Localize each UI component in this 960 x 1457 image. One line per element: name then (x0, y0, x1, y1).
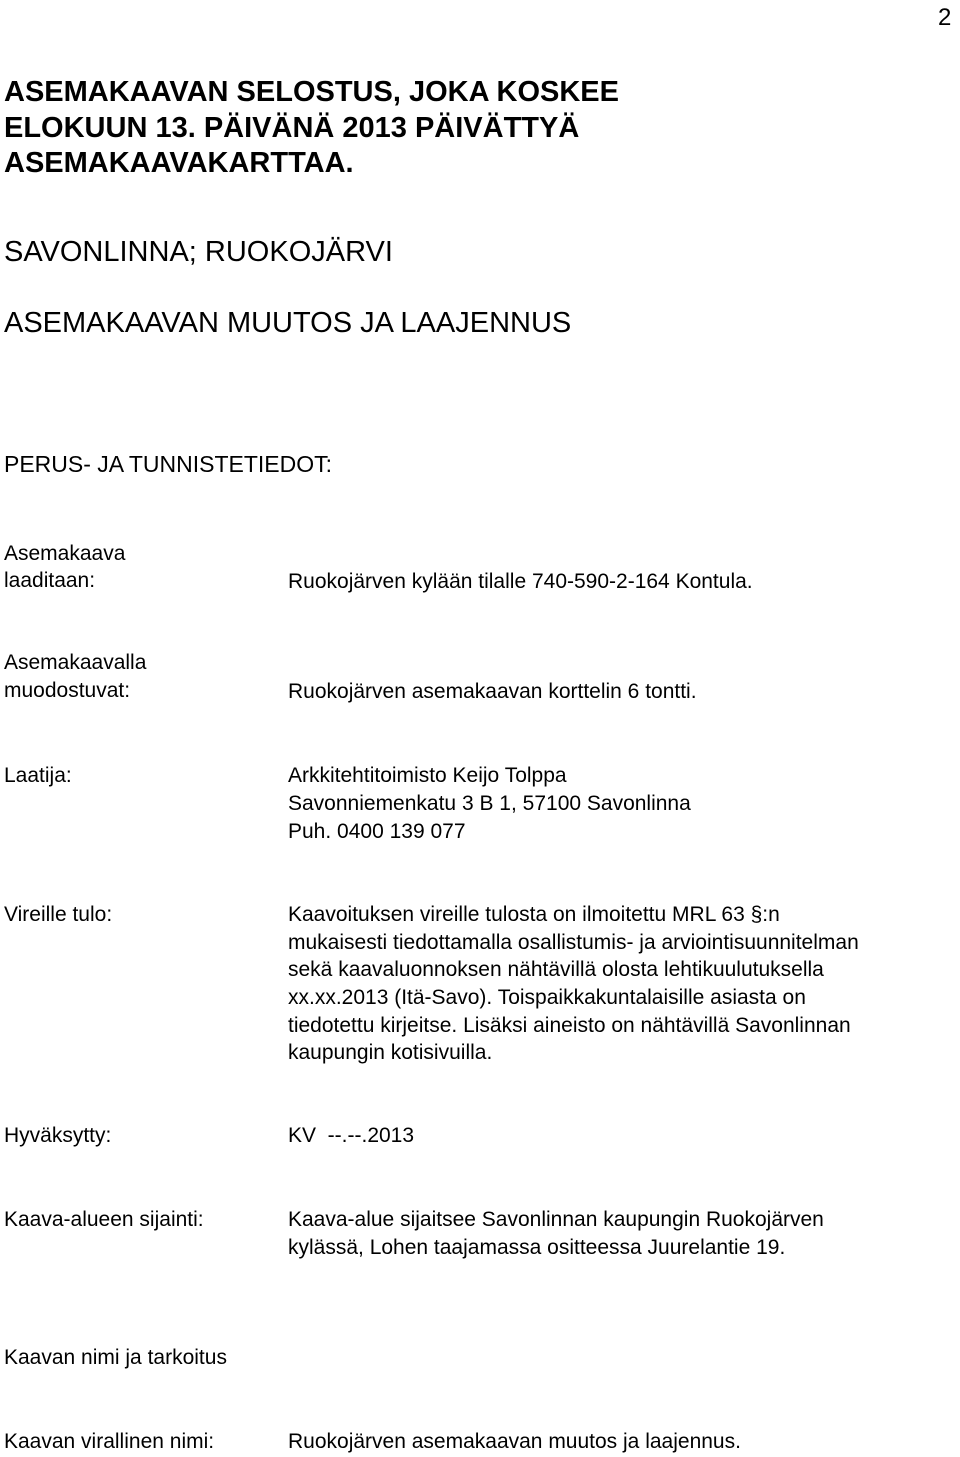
vireille-line-1: Kaavoituksen vireille tulosta on ilmoitettu MRL 63 §:n (288, 903, 780, 926)
sijainti-line-1: Kaava-alue sijaitsee Savonlinnan kaupungin Ruokojärven (288, 1208, 824, 1231)
laaditaan-label-line-1: Asemakaava (4, 542, 126, 565)
laatija-line-3: Puh. 0400 139 077 (288, 820, 466, 843)
document-title-line-3: ASEMAKAAVAKARTTAA. (4, 147, 354, 179)
sijainti-label: Kaava-alueen sijainti: (4, 1208, 204, 1231)
page-number: 2 (938, 4, 952, 31)
virallinen-nimi-label: Kaavan virallinen nimi: (4, 1430, 215, 1453)
laatija-label: Laatija: (4, 764, 72, 787)
document-title-line-2: ELOKUUN 13. PÄIVÄNÄ 2013 PÄIVÄTTYÄ (4, 112, 580, 144)
vireille-line-5: tiedotettu kirjeitse. Lisäksi aineisto on nähtävillä Savonlinnan (288, 1014, 851, 1037)
muodostuvat-value: Ruokojärven asemakaavan korttelin 6 tontti. (288, 680, 697, 703)
location-title: SAVONLINNA; RUOKOJÄRVI (4, 236, 393, 268)
hyvaksytty-value: KV --.--.2013 (288, 1124, 415, 1147)
muodostuvat-label-line-1: Asemakaavalla (4, 651, 147, 674)
laatija-line-1: Arkkitehtitoimisto Keijo Tolppa (288, 764, 567, 787)
kaavan-nimi-heading: Kaavan nimi ja tarkoitus (4, 1346, 227, 1369)
vireille-label: Vireille tulo: (4, 903, 113, 926)
laatija-line-2: Savonniemenkatu 3 B 1, 57100 Savonlinna (288, 792, 691, 815)
vireille-line-6: kaupungin kotisivuilla. (288, 1041, 493, 1064)
plan-title: ASEMAKAAVAN MUUTOS JA LAAJENNUS (4, 307, 572, 339)
virallinen-nimi-value: Ruokojärven asemakaavan muutos ja laajennus. (288, 1430, 741, 1453)
vireille-line-4: xx.xx.2013 (Itä-Savo). Toispaikkakuntalaisille asiasta on (288, 986, 806, 1009)
sijainti-line-2: kylässä, Lohen taajamassa ositteessa Juurelantie 19. (288, 1236, 786, 1259)
laaditaan-label-line-2: laaditaan: (4, 569, 96, 592)
vireille-line-2: mukaisesti tiedottamalla osallistumis- ja arviointisuunnitelman (288, 931, 859, 954)
hyvaksytty-label: Hyväksytty: (4, 1124, 112, 1147)
document-title-line-1: ASEMAKAAVAN SELOSTUS, JOKA KOSKEE (4, 76, 619, 108)
muodostuvat-label-line-2: muodostuvat: (4, 679, 131, 702)
laaditaan-value: Ruokojärven kylään tilalle 740-590-2-164 Kontula. (288, 570, 753, 593)
section-heading: PERUS- JA TUNNISTETIEDOT: (4, 451, 333, 477)
vireille-line-3: sekä kaavaluonnoksen nähtävillä olosta lehtikuulutuksella (288, 958, 824, 981)
